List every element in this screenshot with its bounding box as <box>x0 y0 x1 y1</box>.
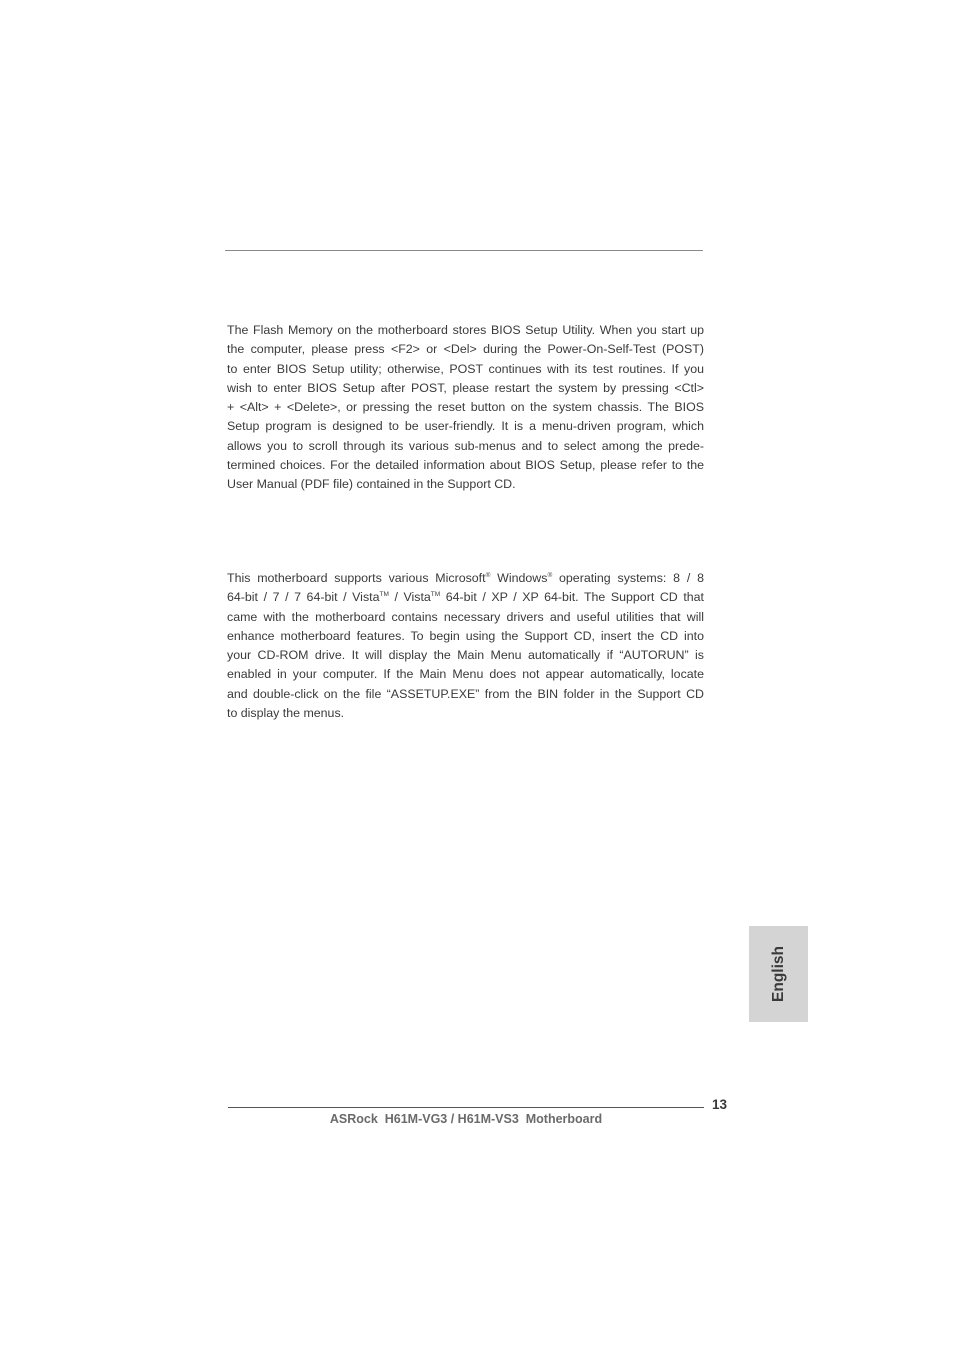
text-line <box>227 569 704 588</box>
footer-divider <box>228 1107 704 1108</box>
trademark-mark: TM <box>379 591 389 599</box>
text-line: to enter BIOS Setup utility; otherwise, POST continues with its test routines. If you <box>227 361 704 376</box>
text-line: your CD-ROM drive. It will display the Main Menu automatically if “AUTORUN” is <box>227 648 704 663</box>
text-fragment: Windows <box>490 571 548 585</box>
text-line: enabled in your computer. If the Main Menu does not appear automatically, locate <box>227 667 704 682</box>
bios-setup-paragraph <box>227 321 704 495</box>
text-line: termined choices. For the detailed information about BIOS Setup, please refer to the <box>227 458 704 473</box>
page-number: 13 <box>712 1097 728 1112</box>
trademark-mark: TM <box>430 591 441 599</box>
text-line: the computer, please press <F2> or <Del> during the Power-On-Self-Test (POST) <box>227 342 704 357</box>
software-support-paragraph <box>227 569 704 723</box>
text-fragment: operating systems: 8 / 8 <box>552 571 704 585</box>
text-line <box>227 588 704 607</box>
text-fragment: This motherboard supports various Microsoft <box>227 571 486 585</box>
text-line: wish to enter BIOS Setup after POST, please restart the system by pressing <Ctl> <box>227 380 704 395</box>
text-line: allows you to scroll through its various sub-menus and to select among the prede- <box>227 438 704 453</box>
text-fragment: 64-bit / XP / XP 64-bit. The Support CD that <box>440 590 704 605</box>
text-fragment: 64-bit / 7 / 7 64-bit / Vista <box>227 590 380 605</box>
language-tab <box>749 926 808 1022</box>
text-line: The Flash Memory on the motherboard stores BIOS Setup Utility. When you start up <box>227 323 704 337</box>
language-tab-label: English <box>769 946 787 1002</box>
registered-mark: ® <box>547 572 553 579</box>
text-line: came with the motherboard contains necessary drivers and useful utilities that will <box>227 609 704 624</box>
text-line: enhance motherboard features. To begin using the Support CD, insert the CD into <box>227 628 704 643</box>
text-line: + <Alt> + <Delete>, or pressing the reset button on the system chassis. The BIOS <box>227 400 704 415</box>
header-divider <box>225 250 703 251</box>
registered-mark: ® <box>485 572 491 579</box>
text-line: User Manual (PDF file) contained in the Support CD. <box>227 477 516 492</box>
footer-title: ASRock H61M-VG3 / H61M-VS3 Motherboard <box>329 1112 603 1126</box>
text-line: and double-click on the file “ASSETUP.EXE” from the BIN folder in the Support CD <box>227 686 704 701</box>
text-line: Setup program is designed to be user-friendly. It is a menu-driven program, which <box>227 419 704 434</box>
text-line: to display the menus. <box>227 706 345 721</box>
text-fragment: / Vista <box>388 590 431 605</box>
